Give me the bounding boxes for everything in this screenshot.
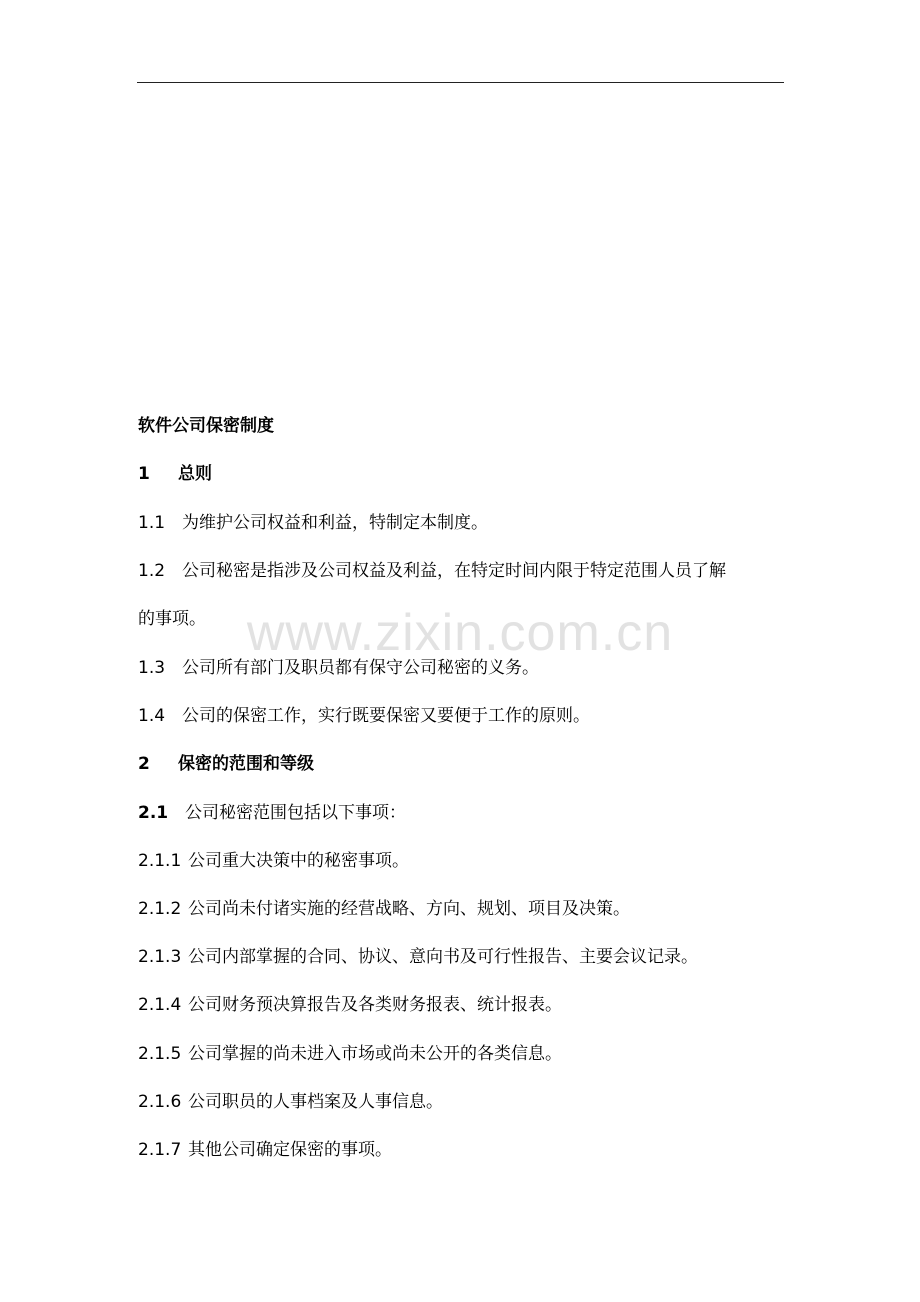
item-text: 公司职员的人事档案及人事信息。 xyxy=(188,1092,443,1112)
list-item xyxy=(138,1042,562,1066)
section-1-heading xyxy=(138,462,212,486)
paragraph-number: 1.3 xyxy=(138,658,166,678)
section-title: 保密的范围和等级 xyxy=(178,754,314,774)
list-item xyxy=(138,993,562,1017)
paragraph-text: 公司的保密工作，实行既要保密又要便于工作的原则。 xyxy=(182,706,590,726)
item-number: 2.1.2 xyxy=(138,899,182,919)
header-rule xyxy=(137,82,784,83)
list-item xyxy=(138,849,409,873)
list-item xyxy=(138,945,698,969)
item-number: 2.1.7 xyxy=(138,1140,182,1160)
paragraph-text: 公司所有部门及职员都有保守公司秘密的义务。 xyxy=(182,658,539,678)
item-number: 2.1.4 xyxy=(138,995,182,1015)
paragraph-1-2 xyxy=(138,559,726,583)
item-text: 公司尚未付诸实施的经营战略、方向、规划、项目及决策。 xyxy=(188,899,630,919)
list-item xyxy=(138,1090,443,1114)
paragraph-text: 公司秘密范围包括以下事项： xyxy=(185,803,406,823)
paragraph-1-4 xyxy=(138,704,590,728)
paragraph-text: 为维护公司权益和利益，特制定本制度。 xyxy=(182,513,488,533)
section-number: 2 xyxy=(138,754,150,774)
paragraph-1-3 xyxy=(138,656,539,680)
list-item xyxy=(138,1138,392,1162)
item-number: 2.1.1 xyxy=(138,851,182,871)
item-number: 2.1.5 xyxy=(138,1044,182,1064)
item-number: 2.1.3 xyxy=(138,947,182,967)
item-text: 其他公司确定保密的事项。 xyxy=(188,1140,392,1160)
item-text: 公司掌握的尚未进入市场或尚未公开的各类信息。 xyxy=(188,1044,562,1064)
watermark: www.zixin.com.cn xyxy=(246,604,674,662)
paragraph-1-1 xyxy=(138,511,488,535)
item-text: 公司重大决策中的秘密事项。 xyxy=(188,851,409,871)
paragraph-number: 1.4 xyxy=(138,706,166,726)
list-item xyxy=(138,897,630,921)
paragraph-number: 2.1 xyxy=(138,803,169,823)
section-2-heading xyxy=(138,752,314,776)
paragraph-1-2-continuation: 的事项。 xyxy=(138,609,206,629)
paragraph-number: 1.1 xyxy=(138,513,166,533)
section-title: 总则 xyxy=(178,464,212,484)
item-text: 公司财务预决算报告及各类财务报表、统计报表。 xyxy=(188,995,562,1015)
paragraph-text: 公司秘密是指涉及公司权益及利益，在特定时间内限于特定范围人员了解 xyxy=(182,561,726,581)
item-text: 公司内部掌握的合同、协议、意向书及可行性报告、主要会议记录。 xyxy=(188,947,698,967)
paragraph-number: 1.2 xyxy=(138,561,166,581)
item-number: 2.1.6 xyxy=(138,1092,182,1112)
paragraph-2-1 xyxy=(138,801,406,825)
document-title: 软件公司保密制度 xyxy=(138,416,274,436)
section-number: 1 xyxy=(138,464,150,484)
